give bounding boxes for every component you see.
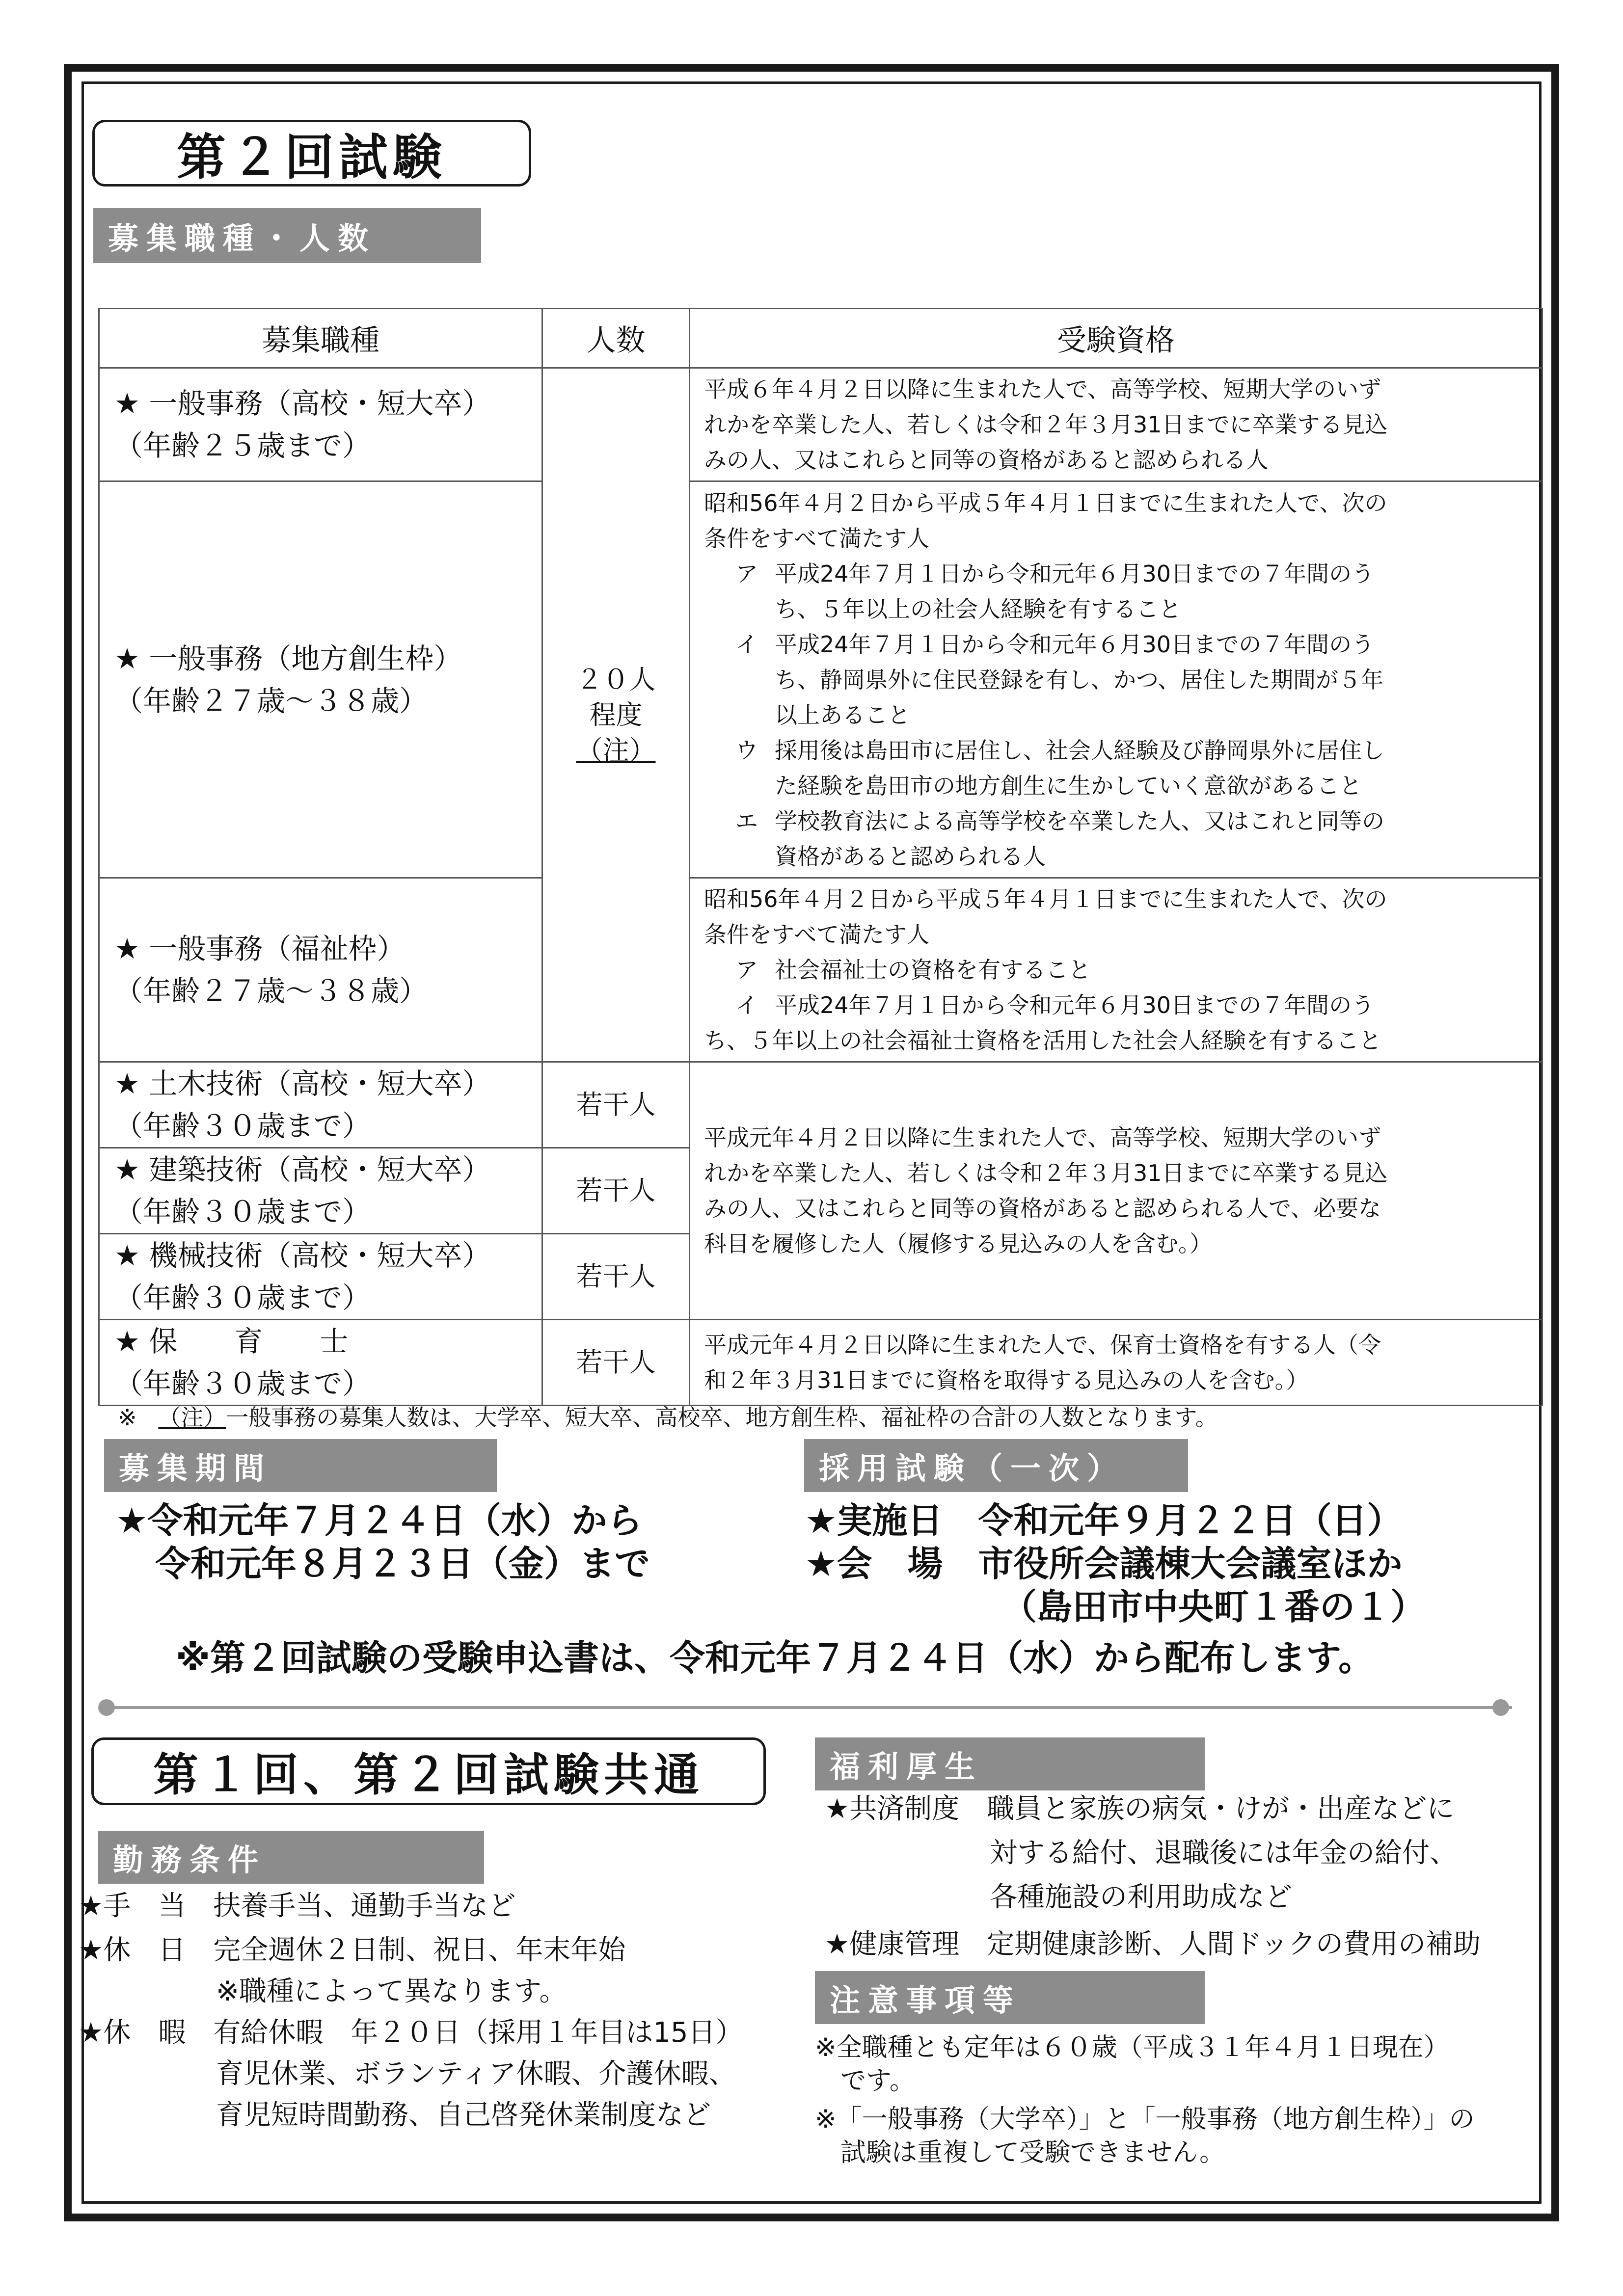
work-line: 育児短時間勤務、自己啓発休業制度など (79, 2099, 711, 2131)
qual-cell: 昭和56年４月２日から平成５年４月１日までに生まれた人で、次の 条件をすべて満たす人 ア 平成24年７月１日から令和元年６月30日までの７年間のう ち、５年以上の社会人経験を有すること イ 平成24年７月１日から令和元年６月30日までの７年間のう ち、静岡県外に住民登録を有し、かつ、居住した期間が５年 以上あること ウ 採用後は島田市に居住し、社会人経験及び静岡県外に居住し た経験を島田市の地方創生に生かしていく意欲があること エ 学校教育法による高等学校を卒業した人、又はこれと同等の 資格があると認められる人 (690, 481, 1542, 878)
job-cell: ★ 一般事務（高校・短大卒） （年齢２５歳まで） (99, 368, 542, 481)
welfare-line: ★共済制度 職員と家族の病気・けが・出産などに (825, 1793, 1455, 1825)
count-cell: 若干人 (542, 1320, 690, 1406)
qual-item: イ 平成24年７月１日から令和元年６月30日までの７年間のう (735, 992, 1375, 1018)
tech-qual-cell: 平成元年４月２日以降に生まれた人で、高等学校、短期大学のいず れかを卒業した人、若しくは令和２年３月31日までに卒業する見込 みの人、又はこれらと同等の資格があると認められる人で、必要な 科目を履修した人（履修する見込みの人を含む。） (690, 1062, 1542, 1320)
job-cell: ★ 一般事務（福祉枠） （年齢２７歳～３８歳） (99, 878, 542, 1062)
exam-address: （島田市中央町１番の１） (1001, 1586, 1426, 1628)
notes-line: 試験は重複して受験できません。 (815, 2138, 1225, 2167)
period-start: ★令和元年７月２４日（水）から (116, 1500, 643, 1541)
qual-cell: 昭和56年４月２日から平成５年４月１日までに生まれた人で、次の 条件をすべて満たす人 ア 社会福祉士の資格を有すること イ 平成24年７月１日から令和元年６月30日までの７年間のう ち、５年以上の社会福祉士資格を活用した社会人経験を有すること (690, 878, 1542, 1062)
table-row (99, 368, 1542, 481)
qual-item: ウ 採用後は島田市に居住し、社会人経験及び静岡県外に居住し た経験を島田市の地方創生に生かしていく意欲があること (735, 737, 1384, 799)
exam-date: ★実施日 令和元年９月２２日（日） (805, 1500, 1403, 1541)
notes-line: ※全職種とも定年は６０歳（平成３１年４月１日現在） (815, 2033, 1449, 2062)
count-cell: 若干人 (542, 1234, 690, 1320)
period-end: 令和元年８月２３日（金）まで (155, 1543, 650, 1584)
welfare-band: 福利厚生 (815, 1737, 1205, 1790)
recruit-table (98, 308, 1543, 1406)
qual-item: ア 平成24年７月１日から令和元年６月30日までの７年間のう ち、５年以上の社会人経験を有すること (735, 560, 1375, 622)
col-header-job: 募集職種 (99, 309, 542, 368)
job-cell: ★ 一般事務（地方創生枠） （年齢２７歳～３８歳） (99, 481, 542, 878)
notes-line: です。 (815, 2066, 915, 2096)
welfare-line: 各種施設の利用助成など (825, 1881, 1292, 1913)
job-cell: ★ 土木技術（高校・短大卒） （年齢３０歳まで） (99, 1062, 542, 1148)
divider-left-dot (98, 1699, 115, 1716)
table-row (99, 481, 1542, 878)
table-header-row (99, 309, 1542, 368)
work-line: ★手 当 扶養手当、通勤手当など (79, 1890, 516, 1922)
table-footnote: ※ （注）一般事務の募集人数は、大学卒、短大卒、高校卒、地方創生枠、福祉枠の合計の人数となります。 (118, 1404, 1218, 1431)
section2-title: 第２回試験 (92, 120, 531, 187)
work-line: ★休 日 完全週休２日制、祝日、年末年始 (79, 1934, 626, 1966)
table-row (99, 878, 1542, 1062)
qual-item: ア 社会福祉士の資格を有すること (735, 957, 1091, 983)
qual-cell: 平成元年４月２日以降に生まれた人で、保育士資格を有する人（令 和２年３月31日までに資格を取得する見込みの人を含む。） (690, 1320, 1542, 1406)
count-cell: 若干人 (542, 1062, 690, 1148)
qual-item: イ 平成24年７月１日から令和元年６月30日までの７年間のう ち、静岡県外に住民登録を有し、かつ、居住した期間が５年 以上あること (735, 631, 1384, 728)
work-line: ★休 暇 有給休暇 年２０日（採用１年目は15日） (79, 2017, 743, 2049)
qual-cell: 平成６年４月２日以降に生まれた人で、高等学校、短期大学のいず れかを卒業した人、若しくは令和２年３月31日までに卒業する見込 みの人、又はこれらと同等の資格があると認められる人 (690, 368, 1542, 481)
period-band: 募集期間 (104, 1439, 497, 1492)
work-band: 勤務条件 (98, 1831, 484, 1884)
job-cell: ★ 保 育 士 （年齢３０歳まで） (99, 1320, 542, 1406)
count-cell: 若干人 (542, 1148, 690, 1234)
exam-venue: ★会 場 市役所会議棟大会議室ほか (805, 1543, 1403, 1584)
recruit-band: 募集職種・人数 (93, 208, 481, 263)
welfare-line: ★健康管理 定期健康診断、人間ドックの費用の補助 (825, 1928, 1481, 1960)
qual-item: エ 学校教育法による高等学校を卒業した人、又はこれと同等の 資格があると認められる人 (735, 807, 1384, 870)
notes-band: 注意事項等 (815, 1971, 1205, 2024)
table-row (99, 1320, 1542, 1406)
section-divider (103, 1706, 1512, 1709)
col-header-count: 人数 (542, 309, 690, 368)
job-cell: ★ 機械技術（高校・短大卒） （年齢３０歳まで） (99, 1234, 542, 1320)
notes-line: ※「一般事務（大学卒）」と「一般事務（地方創生枠）」の (815, 2105, 1475, 2134)
general-count-cell: ２０人 程度 （注） (542, 368, 690, 1062)
welfare-line: 対する給付、退職後には年金の給付、 (825, 1837, 1457, 1869)
job-cell: ★ 建築技術（高校・短大卒） （年齢３０歳まで） (99, 1148, 542, 1234)
col-header-qual: 受験資格 (690, 309, 1542, 368)
work-line: 育児休業、ボランティア休暇、介護休暇、 (79, 2058, 736, 2090)
common-title: 第１回、第２回試験共通 (91, 1737, 766, 1805)
exam-band: 採用試験（一次） (804, 1439, 1188, 1492)
divider-right-dot (1492, 1699, 1509, 1716)
work-line: ※職種によって異なります。 (79, 1976, 567, 2007)
distribution-note: ※第２回試験の受験申込書は、令和元年７月２４日（水）から配布します。 (176, 1637, 1374, 1679)
table-row (99, 1062, 1542, 1148)
